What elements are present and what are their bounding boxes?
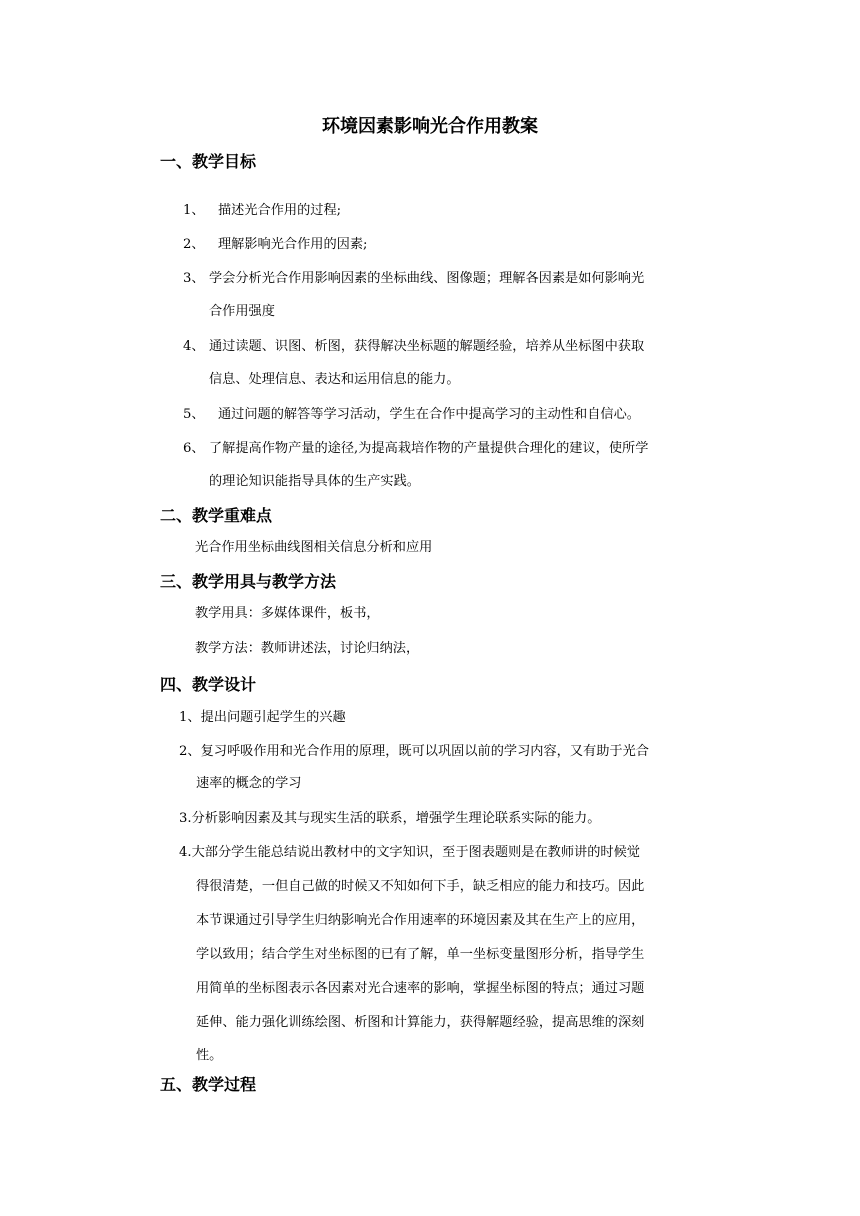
objective-number: 2、 <box>183 237 205 252</box>
objective-text: 描述光合作用的过程; <box>218 203 342 218</box>
objective-text: 信息、处理信息、表达和运用信息的能力。 <box>209 372 460 387</box>
objective-number: 5、 <box>183 407 205 422</box>
teaching-methods-text: 教学方法：教师讲述法，讨论归纳法， <box>195 641 420 656</box>
design-text: 用简单的坐标图表示各因素对光合速率的影响，掌握坐标图的特点；通过习题 <box>196 981 645 996</box>
key-points-text: 光合作用坐标曲线图相关信息分析和应用 <box>195 540 433 555</box>
objective-text: 通过读题、识图、析图，获得解决坐标题的解题经验，培养从坐标图中获取 <box>209 339 645 354</box>
objective-text: 合作用强度 <box>209 304 275 319</box>
objective-number: 4、 <box>183 339 205 354</box>
section-heading-design: 四、教学设计 <box>160 675 257 694</box>
objective-text: 学会分析光合作用影响因素的坐标曲线、图像题；理解各因素是如何影响光 <box>209 271 645 286</box>
design-text: 3.分析影响因素及其与现实生活的联系，增强学生理论联系实际的能力。 <box>179 811 601 826</box>
objective-text: 的理论知识能指导具体的生产实践。 <box>209 474 420 489</box>
design-text: 延伸、能力强化训练绘图、析图和计算能力，获得解题经验，提高思维的深刻 <box>196 1015 645 1030</box>
design-text: 本节课通过引导学生归纳影响光合作用速率的环境因素及其在生产上的应用， <box>196 913 645 928</box>
design-text: 得很清楚，一但自己做的时候又不知如何下手，缺乏相应的能力和技巧。因此 <box>196 879 645 894</box>
design-text: 1、提出问题引起学生的兴趣 <box>179 710 346 725</box>
section-heading-key-points: 二、教学重难点 <box>160 506 273 525</box>
design-text: 2、复习呼吸作用和光合作用的原理，既可以巩固以前的学习内容，又有助于光合 <box>179 744 649 759</box>
design-text: 4.大部分学生能总结说出教材中的文字知识，至于图表题则是在教师讲的时候觉 <box>179 845 640 860</box>
document-title: 环境因素影响光合作用教案 <box>322 116 538 137</box>
objective-number: 6、 <box>183 441 205 456</box>
objective-text: 理解影响光合作用的因素; <box>218 237 368 252</box>
design-text: 学以致用；结合学生对坐标图的已有了解，单一坐标变量图形分析，指导学生 <box>196 947 645 962</box>
section-heading-tools-methods: 三、教学用具与教学方法 <box>160 572 337 591</box>
section-heading-process: 五、教学过程 <box>160 1075 257 1094</box>
objective-text: 了解提高作物产量的途径,为提高栽培作物的产量提供合理化的建议，使所学 <box>209 441 649 456</box>
section-heading-objectives: 一、教学目标 <box>160 152 257 171</box>
objective-number: 1、 <box>183 203 205 218</box>
objective-text: 通过问题的解答等学习活动，学生在合作中提高学习的主动性和自信心。 <box>218 407 640 422</box>
objective-number: 3、 <box>183 271 205 286</box>
teaching-aids-text: 教学用具：多媒体课件，板书， <box>195 606 380 621</box>
design-text: 速率的概念的学习 <box>196 776 302 791</box>
design-text: 性。 <box>196 1048 223 1063</box>
